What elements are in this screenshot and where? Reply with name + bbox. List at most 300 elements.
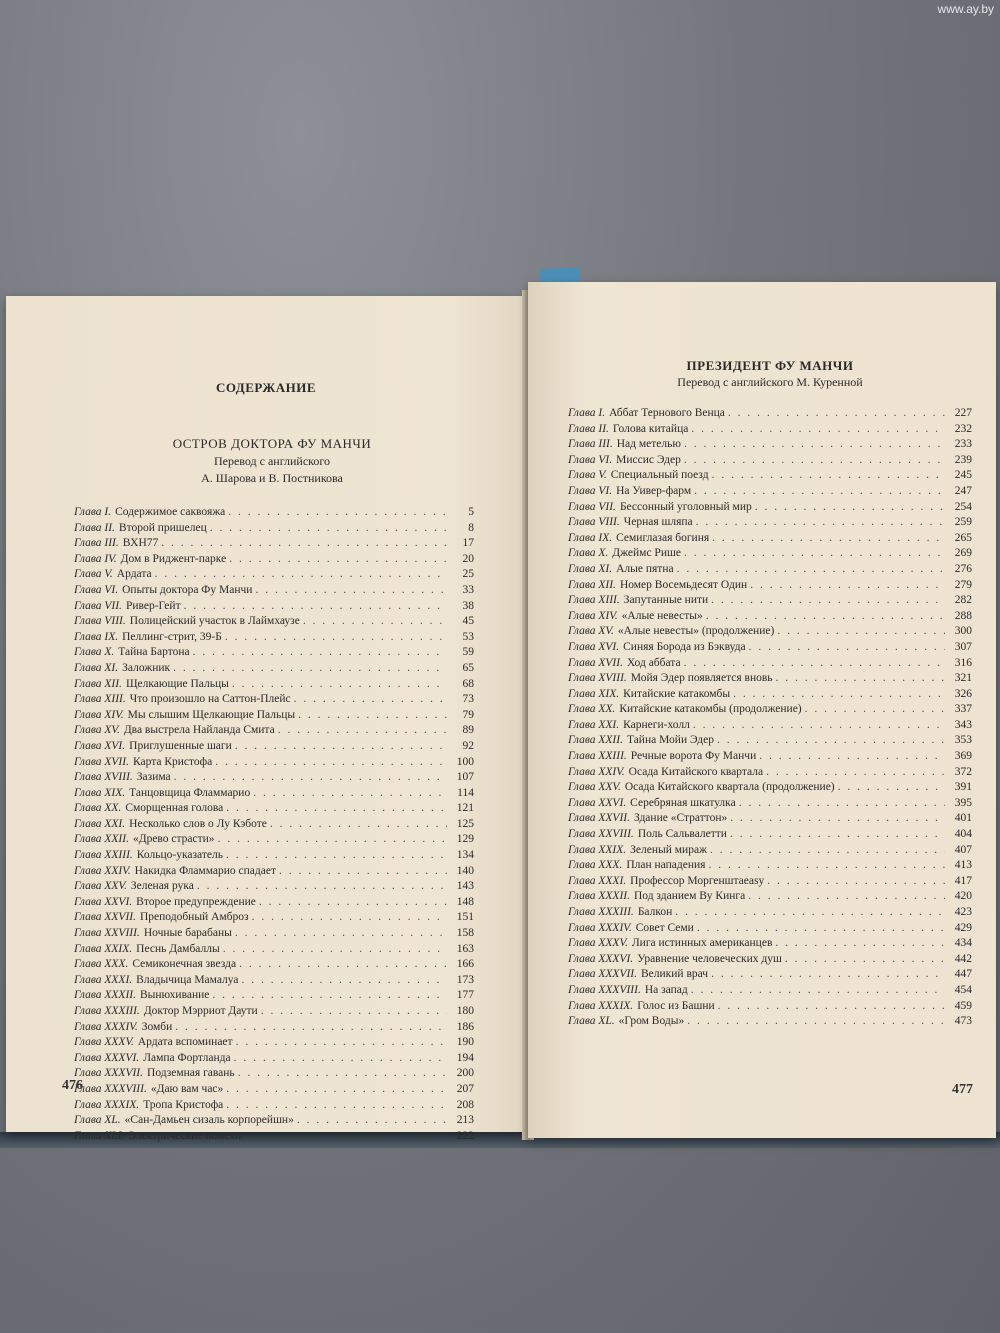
chapter-title: На Уивер-фарм — [616, 484, 692, 497]
page-ref: 337 — [954, 703, 972, 716]
chapter-title: Джеймс Рише — [612, 547, 681, 560]
chapter-label: Глава XXXV. — [568, 937, 628, 950]
chapter-title: Второе предупреждение — [136, 895, 256, 908]
chapter-title: Карнеги-холл — [623, 718, 690, 731]
dot-leader — [675, 905, 945, 921]
chapter-title: Семиглазая богиня — [616, 531, 710, 544]
chapter-label: Глава XXIX. — [568, 843, 627, 856]
chapter-title: Осада Китайского квартала (продолжение) — [624, 781, 835, 794]
toc-entry — [568, 437, 972, 453]
chapter-title: Владычица Мамалуа — [136, 973, 239, 986]
chapter-title: Подземная гавань — [147, 1067, 235, 1080]
chapter-label: Глава IX. — [74, 630, 119, 643]
chapter-title: «Гром Воды» — [618, 1015, 685, 1028]
page-ref: 232 — [954, 422, 972, 435]
left-translation-line1: Перевод с английского — [213, 454, 331, 468]
chapter-label: Глава VI. — [568, 453, 613, 466]
chapter-label: Глава XXIV. — [568, 765, 625, 778]
chapter-label: Глава I. — [568, 407, 606, 419]
page-ref: 38 — [462, 599, 474, 612]
page-ref: 429 — [954, 921, 972, 934]
dot-leader — [711, 967, 945, 983]
chapter-title: На запад — [644, 983, 688, 996]
watermark: www.ay.by — [937, 2, 994, 16]
chapter-title: Тайна Бартона — [118, 646, 190, 659]
chapter-title: Дом в Риджент-парке — [120, 552, 227, 565]
page-ref: 25 — [462, 568, 474, 581]
chapter-title: Несколько слов о Лу Кэботе — [129, 817, 267, 830]
page-ref: 186 — [456, 1020, 474, 1033]
page-ref: 454 — [954, 983, 972, 996]
toc-entry — [568, 453, 972, 469]
page-ref: 307 — [954, 640, 972, 653]
chapter-label: Глава X. — [74, 646, 115, 659]
chapter-label: Глава III. — [74, 537, 119, 550]
dot-leader — [805, 702, 945, 718]
toc-entry — [74, 599, 474, 615]
dot-leader — [270, 817, 447, 833]
toc-entry — [74, 1113, 474, 1129]
page-ref: 17 — [462, 537, 474, 550]
toc-entry — [74, 1129, 474, 1145]
right-translation-line: Перевод с английского М. Куренной — [677, 375, 863, 389]
toc-entry — [74, 1020, 474, 1036]
chapter-title: Ночные барабаны — [143, 927, 232, 940]
chapter-label: Глава XXIII. — [568, 750, 627, 763]
page-ref: 269 — [954, 547, 972, 560]
page-ref: 407 — [954, 843, 972, 856]
page-ref: 92 — [462, 739, 474, 752]
toc-entry — [74, 708, 474, 724]
chapter-label: Глава XII. — [568, 578, 616, 591]
page-ref: 420 — [954, 890, 972, 903]
chapter-title: «Алые невесты» (продолжение) — [617, 625, 775, 638]
toc-entry — [568, 468, 972, 484]
dot-leader — [691, 983, 945, 999]
toc-entry — [74, 848, 474, 864]
page-ref: 143 — [456, 880, 474, 893]
chapter-title: Мойя Эдер появляется вновь — [630, 672, 773, 685]
toc-entry — [568, 718, 972, 734]
dot-leader — [696, 515, 945, 531]
toc-entry — [568, 733, 972, 749]
page-ref: 134 — [456, 849, 474, 862]
chapter-title: План нападения — [626, 859, 706, 872]
chapter-label: Глава XI. — [74, 661, 119, 674]
dot-leader — [691, 422, 945, 438]
chapter-label: Глава XL. — [74, 1114, 121, 1127]
chapter-label: Глава XXI. — [74, 817, 126, 830]
dot-leader — [730, 827, 945, 843]
toc-entry — [74, 1035, 474, 1051]
toc-entry — [74, 942, 474, 958]
chapter-title: Синяя Борода из Бэквуда — [623, 640, 746, 653]
chapter-title: Зомби — [141, 1020, 173, 1033]
chapter-title: Вынюхивание — [139, 989, 210, 1002]
chapter-title: Совет Семи — [635, 921, 694, 934]
chapter-label: Глава XLI. — [74, 1129, 125, 1142]
dot-leader — [226, 1082, 447, 1098]
chapter-label: Глава XXXIII. — [568, 906, 634, 918]
toc-entry — [568, 671, 972, 687]
page-ref: 45 — [462, 615, 474, 628]
chapter-label: Глава XXIV. — [74, 864, 131, 877]
chapter-label: Глава XIV. — [74, 708, 124, 721]
dot-leader — [242, 973, 448, 989]
chapter-label: Глава XXVIII. — [568, 828, 634, 841]
chapter-label: Глава IV. — [74, 552, 117, 565]
dot-leader — [161, 536, 447, 552]
chapter-label: Глава III. — [568, 438, 613, 451]
chapter-label: Глава XVIII. — [74, 771, 133, 784]
dot-leader — [279, 864, 447, 880]
chapter-label: Глава XVIII. — [568, 672, 627, 685]
page-ref: 163 — [456, 942, 474, 955]
toc-entry — [74, 521, 474, 537]
toc-entry — [568, 1014, 972, 1030]
page-ref: 423 — [954, 906, 972, 918]
chapter-label: Глава II. — [74, 521, 115, 534]
page-ref: 213 — [456, 1114, 474, 1127]
toc-entry — [568, 858, 972, 874]
toc-entry — [74, 630, 474, 646]
chapter-title: Над метелью — [616, 438, 681, 451]
dot-leader — [253, 786, 447, 802]
chapter-label: Глава VIII. — [74, 615, 126, 628]
dot-leader — [226, 801, 447, 817]
chapter-title: Преподобный Амброз — [139, 911, 249, 924]
dot-leader — [693, 718, 945, 734]
chapter-label: Глава II. — [568, 422, 609, 435]
chapter-label: Глава XXXVII. — [74, 1067, 144, 1080]
dot-leader — [684, 546, 945, 562]
contents-heading: СОДЕРЖАНИЕ — [215, 380, 317, 395]
dot-leader — [278, 723, 447, 739]
toc-entry — [74, 832, 474, 848]
page-ref: 442 — [954, 952, 972, 965]
page-ref: 173 — [456, 973, 474, 986]
dot-leader — [712, 531, 945, 547]
chapter-label: Глава XXII. — [568, 734, 623, 747]
page-ref: 259 — [954, 516, 972, 529]
page-ref: 447 — [954, 968, 972, 981]
page-ref: 372 — [954, 765, 972, 778]
toc-entry — [74, 536, 474, 552]
dot-leader — [710, 843, 945, 859]
dot-leader — [766, 765, 945, 781]
chapter-title: Ардата — [116, 568, 152, 581]
dot-leader — [748, 889, 945, 905]
toc-entry — [74, 770, 474, 786]
dot-leader — [235, 739, 447, 755]
chapter-label: Глава XVII. — [568, 656, 623, 669]
page-ref: 125 — [456, 817, 474, 830]
page-ref: 279 — [954, 578, 972, 591]
chapter-label: Глава XXXIV. — [568, 921, 632, 934]
dot-leader — [717, 733, 945, 749]
dot-leader — [197, 879, 447, 895]
toc-entry — [74, 895, 474, 911]
toc-entry — [74, 817, 474, 833]
dot-leader — [684, 437, 945, 453]
chapter-label: Глава XXXVI. — [74, 1051, 140, 1064]
chapter-title: «Сан-Дамьен сизаль корпорейшн» — [124, 1114, 294, 1127]
dot-leader — [677, 562, 945, 578]
page-ref: 391 — [954, 781, 972, 794]
toc-entry — [74, 926, 474, 942]
chapter-label: Глава XXXII. — [74, 989, 136, 1002]
page-ref: 114 — [457, 786, 474, 799]
chapter-title: Щелкающие Пальцы — [125, 677, 229, 690]
chapter-title: Карта Кристофа — [132, 755, 213, 768]
dot-leader — [297, 1113, 447, 1129]
toc-entry — [568, 546, 972, 562]
dot-leader — [226, 848, 447, 864]
chapter-label: Глава XXV. — [568, 781, 621, 794]
chapter-label: Глава VI. — [74, 583, 119, 596]
dot-leader — [733, 687, 945, 703]
dot-leader — [759, 749, 945, 765]
dot-leader — [718, 999, 945, 1015]
toc-entry — [74, 505, 474, 521]
page-ref: 73 — [462, 693, 474, 706]
chapter-label: Глава XVI. — [74, 739, 126, 752]
chapter-title: Доктор Мэрриот Даути — [143, 1005, 258, 1017]
dot-leader — [298, 708, 447, 724]
dot-leader — [235, 926, 447, 942]
left-translation-line2: А. Шарова и В. Постникова — [201, 471, 343, 485]
dot-leader — [767, 874, 945, 890]
chapter-title: «Древо страсти» — [132, 833, 215, 846]
chapter-title: Песнь Дамбаллы — [136, 942, 220, 955]
chapter-title: Накидка Фламмарио спадает — [134, 864, 276, 877]
chapter-title: Алые пятна — [616, 562, 674, 575]
page-ref: 247 — [954, 484, 972, 497]
dot-leader — [175, 1020, 447, 1036]
toc-entry — [74, 957, 474, 973]
chapter-title: Осада Китайского квартала — [628, 765, 764, 778]
chapter-title: Пеллинг-стрит, 39-Б — [122, 630, 222, 643]
dot-leader — [193, 645, 447, 661]
chapter-label: Глава XXII. — [74, 833, 129, 846]
dot-leader — [155, 567, 447, 583]
toc-entry — [74, 786, 474, 802]
toc-entry — [568, 406, 972, 422]
page-ref: 265 — [954, 531, 972, 544]
chapter-title: Запутанные нити — [623, 594, 709, 607]
chapter-label: Глава XV. — [74, 724, 120, 737]
dot-leader — [210, 521, 447, 537]
toc-entry — [568, 531, 972, 547]
chapter-label: Глава XXVIII. — [74, 927, 140, 940]
chapter-label: Глава XXXVIII. — [568, 983, 641, 996]
toc-entry — [568, 562, 972, 578]
chapter-label: Глава XXVII. — [74, 911, 136, 924]
toc-entry — [568, 967, 972, 983]
chapter-title: Голова китайца — [612, 422, 689, 435]
left-toc-list — [74, 505, 474, 1144]
toc-entry — [568, 952, 972, 968]
chapter-label: Глава XXXVIII. — [74, 1082, 147, 1095]
page-ref: 79 — [462, 708, 474, 721]
chapter-title: Номер Восемьдесят Один — [619, 578, 748, 591]
page-ref: 151 — [456, 911, 474, 924]
toc-entry — [74, 739, 474, 755]
page-ref: 316 — [954, 656, 972, 669]
toc-entry — [74, 567, 474, 583]
dot-leader — [697, 921, 945, 937]
page-ref: 245 — [954, 469, 972, 482]
chapter-label: Глава XIII. — [74, 693, 126, 706]
chapter-title: Сморщенная голова — [125, 802, 224, 815]
chapter-label: Глава XIX. — [74, 786, 126, 799]
page-ref: 207 — [456, 1082, 474, 1095]
chapter-title: Кольцо-указатель — [136, 849, 223, 862]
page-ref: 33 — [462, 583, 474, 596]
page-ref: 353 — [954, 734, 972, 747]
chapter-title: Лампа Фортланда — [143, 1051, 231, 1064]
toc-entry — [568, 827, 972, 843]
chapter-title: Зеленый мираж — [630, 843, 708, 856]
toc-entry — [74, 910, 474, 926]
toc-entry — [568, 624, 972, 640]
left-page-number: 476 — [62, 1078, 83, 1093]
toc-entry — [568, 484, 972, 500]
dot-leader — [303, 614, 447, 630]
toc-entry — [74, 677, 474, 693]
page-ref: 100 — [456, 755, 474, 768]
dot-leader — [261, 1004, 447, 1020]
dot-leader — [236, 1035, 447, 1051]
page-ref: 254 — [954, 500, 972, 513]
toc-entry — [74, 1098, 474, 1114]
page-ref: 180 — [456, 1005, 474, 1017]
dot-leader — [173, 661, 447, 677]
chapter-title: Тайна Мойи Эдер — [626, 734, 714, 747]
chapter-title: Полицейский участок в Лаймхаузе — [129, 615, 300, 628]
chapter-title: Зеленая рука — [130, 880, 194, 893]
page-ref: 8 — [468, 521, 474, 534]
dot-leader — [234, 1051, 447, 1067]
dot-leader — [228, 505, 447, 521]
chapter-label: Глава XIV. — [568, 609, 618, 622]
page-ref: 166 — [456, 958, 474, 971]
chapter-label: Глава XXXIX. — [568, 999, 634, 1012]
chapter-title: Уравнение человеческих душ — [637, 952, 782, 965]
chapter-label: Глава XXVI. — [74, 895, 133, 908]
chapter-label: Глава X. — [568, 547, 609, 560]
chapter-title: Великий врач — [641, 968, 709, 981]
page-ref: 434 — [954, 937, 972, 950]
chapter-title: Бессонный уголовный мир — [619, 500, 752, 513]
chapter-label: Глава VII. — [74, 599, 122, 612]
dot-leader — [749, 640, 945, 656]
page-ref: 413 — [954, 859, 972, 872]
toc-entry — [74, 1051, 474, 1067]
page-ref: 5 — [468, 506, 474, 518]
chapter-label: Глава XXX. — [568, 859, 623, 872]
dot-leader — [252, 910, 447, 926]
page-ref: 343 — [954, 718, 972, 731]
toc-entry — [568, 780, 972, 796]
toc-entry — [568, 702, 972, 718]
toc-entry — [74, 864, 474, 880]
dot-leader — [694, 484, 945, 500]
toc-entry — [568, 889, 972, 905]
chapter-title: Мы слышим Щелкающие Пальцы — [127, 708, 296, 721]
chapter-label: Глава XX. — [568, 703, 616, 716]
chapter-label: Глава IX. — [568, 531, 613, 544]
chapter-label: Глава XXXIX. — [74, 1098, 140, 1111]
chapter-label: Глава XXXVII. — [568, 968, 638, 981]
chapter-title: Тропа Кристофа — [143, 1098, 224, 1111]
page-ref: 369 — [954, 750, 972, 763]
chapter-title: Ход аббата — [626, 656, 681, 669]
toc-entry — [568, 843, 972, 859]
chapter-label: Глава V. — [74, 568, 113, 581]
dot-leader — [687, 1014, 945, 1030]
chapter-label: Глава VI. — [568, 484, 613, 497]
toc-entry — [568, 515, 972, 531]
dot-leader — [223, 942, 447, 958]
page-ref: 65 — [462, 661, 474, 674]
dot-leader — [728, 406, 945, 422]
page-ref: 20 — [462, 552, 474, 565]
dot-leader — [775, 936, 945, 952]
page-ref: 473 — [954, 1015, 972, 1028]
chapter-label: Глава XVII. — [74, 755, 129, 768]
chapter-label: Глава XXXII. — [568, 890, 630, 903]
toc-entry — [74, 723, 474, 739]
right-page-number: 477 — [952, 1082, 973, 1097]
chapter-label: Глава XXIX. — [74, 942, 133, 955]
dot-leader — [244, 1129, 447, 1145]
toc-entry — [568, 765, 972, 781]
dot-leader — [711, 593, 945, 609]
chapter-title: Поль Сальвалетти — [637, 828, 727, 841]
chapter-title: Профессор Моргенштаeasy — [630, 874, 765, 887]
dot-leader — [712, 468, 945, 484]
page-ref: 395 — [954, 796, 972, 809]
page-ref: 107 — [456, 771, 474, 784]
dot-leader — [239, 957, 447, 973]
page-ref: 121 — [456, 802, 474, 815]
chapter-label: Глава XVI. — [568, 640, 620, 653]
chapter-title: Электрические помехи — [128, 1129, 242, 1142]
page-ref: 140 — [456, 864, 474, 877]
dot-leader — [212, 988, 447, 1004]
toc-entry — [74, 692, 474, 708]
chapter-title: Семиконечная звезда — [132, 958, 237, 971]
dot-leader — [684, 453, 945, 469]
page-ref: 59 — [462, 646, 474, 659]
toc-entry — [568, 593, 972, 609]
chapter-label: Глава XXI. — [568, 718, 620, 731]
toc-entry — [568, 811, 972, 827]
page-ref: 326 — [954, 687, 972, 700]
dot-leader — [684, 656, 945, 672]
chapter-title: Танцовщица Фламмарио — [129, 786, 251, 799]
chapter-label: Глава XV. — [568, 625, 614, 638]
chapter-label: Глава XXVII. — [568, 812, 630, 825]
page-ref: 276 — [954, 562, 972, 575]
dot-leader — [215, 755, 447, 771]
chapter-title: Специальный поезд — [610, 469, 709, 482]
toc-entry — [74, 1082, 474, 1098]
chapter-title: Миссис Эдер — [616, 453, 681, 466]
page-ref: 239 — [954, 453, 972, 466]
toc-entry — [74, 755, 474, 771]
